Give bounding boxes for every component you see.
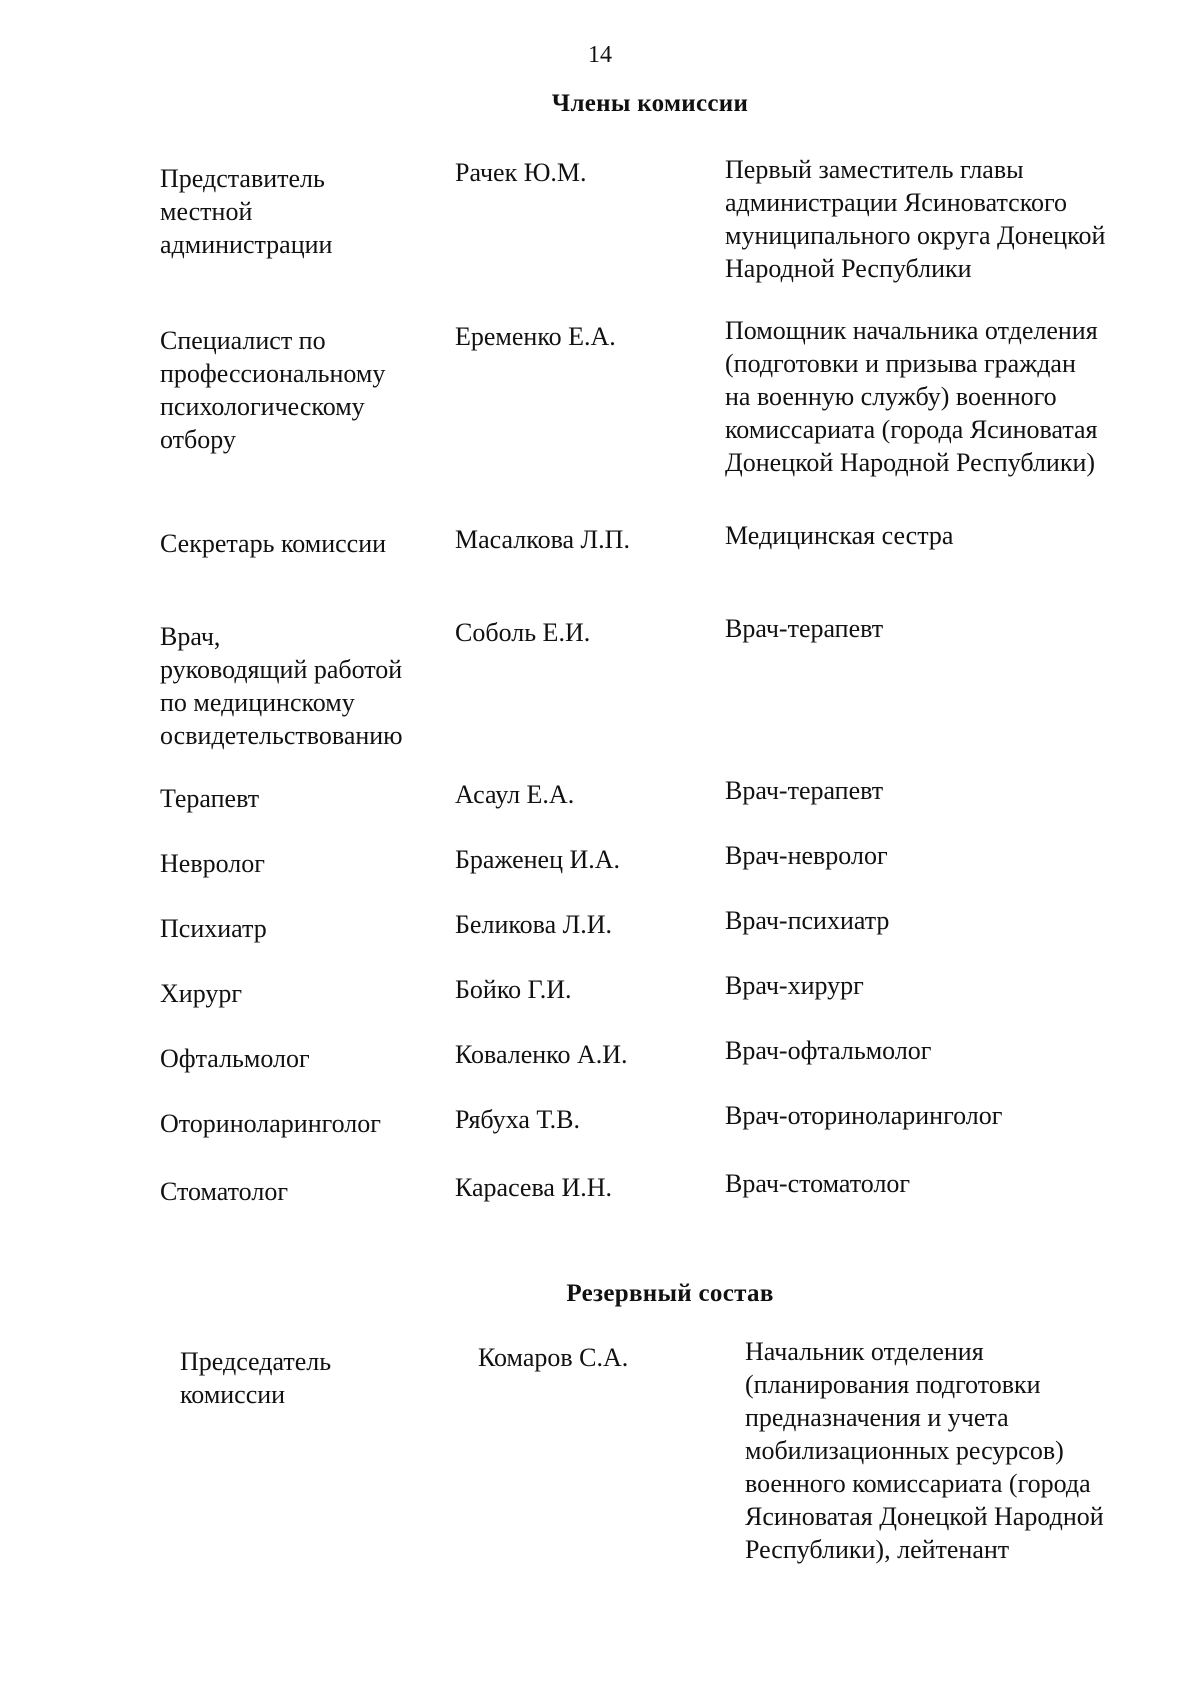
member-role: Стоматолог [160, 1177, 288, 1206]
member-name: Рябуха Т.В. [455, 1105, 580, 1134]
reserve-name: Комаров С.А. [478, 1343, 629, 1372]
member-name: Рачек Ю.М. [455, 158, 587, 187]
page-number: 14 [588, 42, 612, 68]
member-name: Коваленко А.И. [455, 1040, 628, 1069]
member-role: Терапевт [160, 784, 260, 813]
member-role: Представитель местной администрации [160, 164, 333, 259]
member-role: Оториноларинголог [160, 1109, 381, 1138]
member-role: Секретарь комиссии [160, 529, 387, 558]
member-name: Беликова Л.И. [455, 910, 613, 939]
member-position: Первый заместитель главы администрации Ясиноватского муниципального округа Донецкой Народной Республики [725, 155, 1106, 283]
member-role: Врач, руководящий работой по медицинскому освидетельствованию [160, 622, 403, 750]
member-name: Асаул Е.А. [455, 780, 575, 809]
member-name: Бойко Г.И. [455, 975, 572, 1004]
reserve-heading: Резервный состав [566, 1280, 774, 1307]
member-name: Масалкова Л.П. [455, 525, 630, 554]
member-name: Карасева И.Н. [455, 1173, 613, 1202]
member-position: Врач-оториноларинголог [725, 1101, 1003, 1130]
member-position: Врач-стоматолог [725, 1169, 911, 1198]
member-position: Врач-хирург [725, 971, 864, 1000]
member-role: Психиатр [160, 914, 267, 943]
member-position: Помощник начальника отделения (подготовки и призыва граждан на военную службу) военного комиссариата (города Ясиноватая Донецкой Народной Республики) [725, 316, 1098, 477]
member-position: Врач-психиатр [725, 906, 890, 935]
member-position: Медицинская сестра [725, 521, 954, 550]
member-name: Браженец И.А. [455, 845, 621, 874]
member-role: Хирург [160, 979, 243, 1008]
member-name: Еременко Е.А. [455, 322, 616, 351]
member-position: Врач-терапевт [725, 614, 884, 643]
reserve-position: Начальник отделения (планирования подготовки предназначения и учета мобилизационных ресурсов) военного комиссариата (города Ясиноватая Донецкой Народной Республики), лейтенант [745, 1337, 1104, 1564]
member-position: Врач-офтальмолог [725, 1036, 932, 1065]
members-heading: Члены комиссии [551, 90, 749, 117]
member-role: Невролог [160, 849, 265, 878]
member-role: Специалист по профессиональному психологическому отбору [160, 326, 386, 454]
reserve-role: Председатель комиссии [180, 1347, 332, 1409]
member-role: Офтальмолог [160, 1044, 310, 1073]
member-position: Врач-терапевт [725, 776, 884, 805]
member-name: Соболь Е.И. [455, 618, 591, 647]
member-position: Врач-невролог [725, 841, 888, 870]
